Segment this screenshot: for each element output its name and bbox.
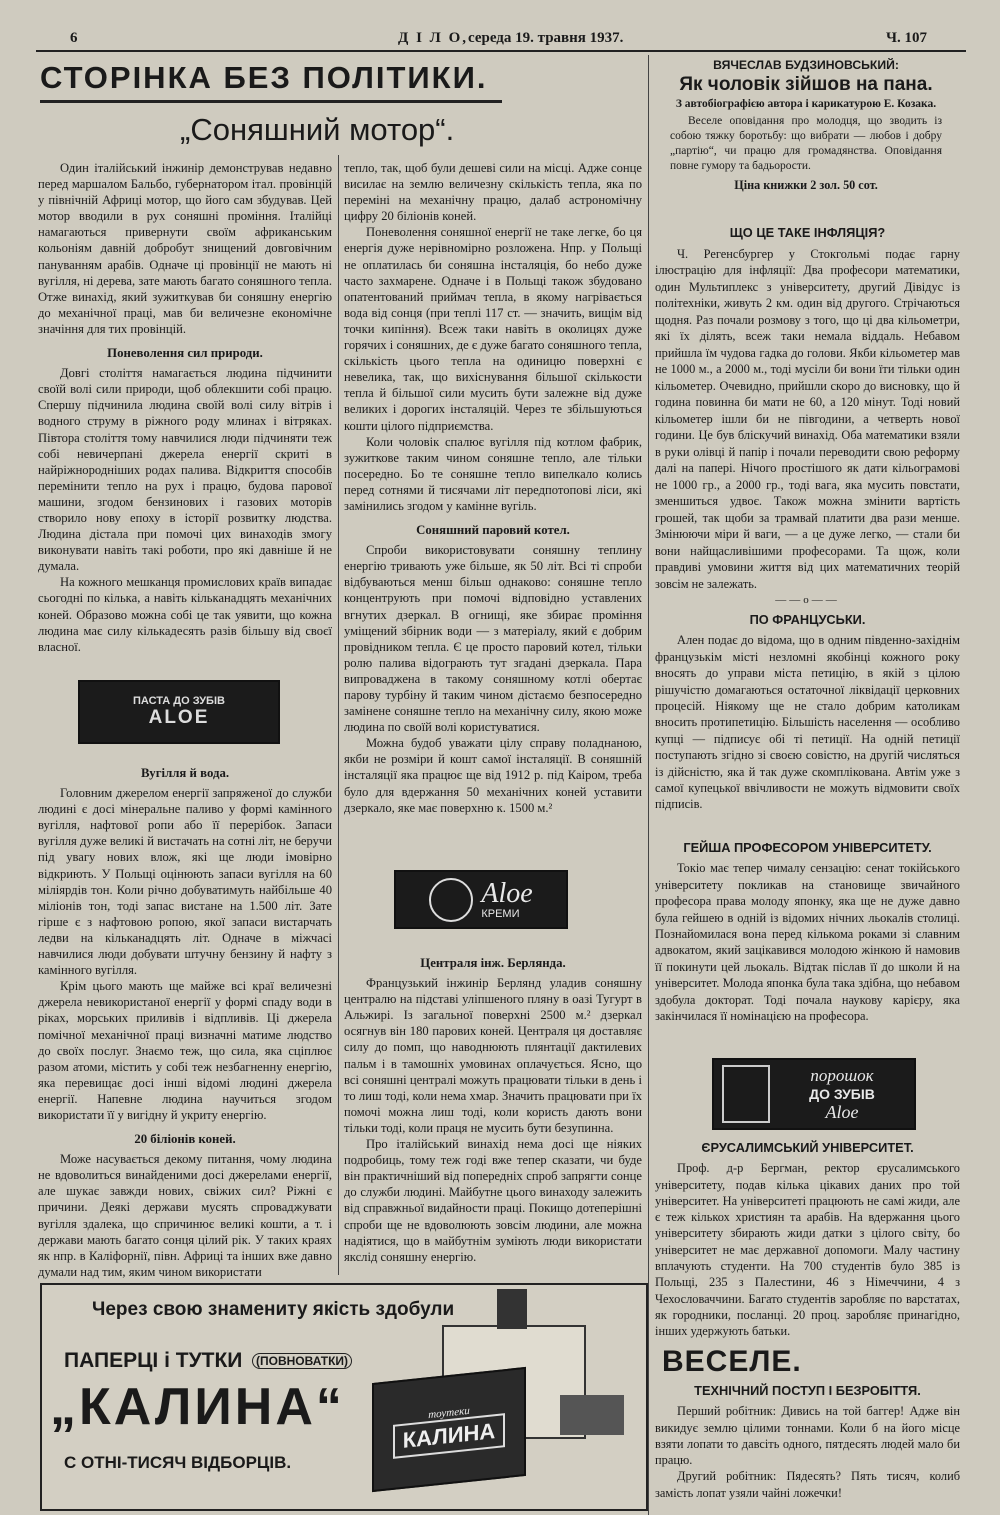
paragraph: Крім цього мають ще майже всі краї величезні джерела невикористаної енергії у формі спаду води в ріках, морських приливів і відпливів. Ці джерела помічної механічної праці визначні матиме людство до своїх послуг. Знаємо теж, що сила, яка сціплює разом атоми, містить у собі теж незбагненну енергію, яка перевищає досі інші відомі людині джерела енергії. Напевне людина научиться згодом використати її у вигідну й укриту енергію. [38, 979, 332, 1122]
subheading: 20 біліонів коней. [134, 1132, 236, 1147]
paragraph: На кожного мешканця промислових країв випадає сьогодні по кілька, а навіть кільканадцять механічних коней. Образово можна собі це так уявити, що кожна людина має силу кількадесять разів більшу від своєї власної. [38, 575, 332, 654]
issue-date: середа 19. травня 1937. [468, 30, 624, 46]
aloe-logo-icon [429, 878, 473, 922]
ad-aloe-powder [712, 1058, 916, 1130]
ad-line: ПАПЕРЦІ і ТУТКИ [64, 1349, 243, 1372]
issue-number: Ч. 107 [886, 30, 928, 46]
jerusalem-article [655, 1140, 960, 1339]
column-divider [648, 55, 649, 1515]
powder-box-icon [722, 1065, 770, 1123]
paragraph: тепло, так, щоб були дешеві сили на місці. Адже сонце висилає на землю величезну скількість тепла, яка по переміні на механічну працю, далаб астрономічну цифру 20 біліонів коней. [344, 161, 642, 224]
ad-kalyna [40, 1283, 648, 1511]
ad-brand: Aloe [825, 1101, 859, 1122]
paragraph: Про італійський винахід нема досі ще ніяких подробиць, тому теж годі вже тепер сказати, чи буде він практичніший від попередніх спроб запрягти сонце до служби людині. Майбутне цього винаходу залежить від справжньої видайности праці. Покищо дотеперішні спроби ще не вдоволюють зовсім людини, але можна надіятися, що в майбутнім зуміють люди використати якслід соняшну енергію. [344, 1137, 642, 1264]
book-author: ВЯЧЕСЛАВ БУДЗИНОВСЬКИЙ: [713, 58, 899, 72]
geisha-title: ГЕЙША ПРОФЕСОРОМ УНІВЕРСИТЕТУ. [683, 840, 932, 855]
column-2-bottom [344, 955, 642, 1280]
box-label: КАЛИНА [393, 1413, 506, 1459]
article-title: „Соняшний мотор“. [180, 112, 455, 147]
humor-title: ТЕХНІЧНИЙ ПОСТУП І БЕЗРОБІТТЯ. [694, 1383, 921, 1398]
column-divider [338, 155, 339, 1275]
section-title: СТОРІНКА БЕЗ ПОЛІТИКИ. [40, 60, 488, 95]
french-article [655, 612, 960, 837]
ad-line: ДО ЗУБІВ [809, 1085, 875, 1102]
article-lead: Один італійський інжинір демонстрував недавно перед маршалом Бальбо, губернатором італ. провінцій у північній Африці мотор, що його сам збудував. Цей мотор вводили в рух соняшні проміння. Італійці намагаються привернути своїм африканським кольоніям давній добробут знищений довговічним пануванням арабів. Одначе ці провінції не мають ні вугілля, ні дерева, зате мають багато соняшного тепла. Отже винахід, який зужиткував би соняшну енергію до механічної праці, мав би величезне економічне значіння для тих провінцій. [38, 161, 332, 336]
book-subtitle: З автобіографією автора і карикатурою Е. Козака. [675, 98, 937, 110]
paragraph: Поневолення соняшної енергії не таке легке, бо ця енергія дуже нерівномірно розложена. Нпр. у Польщі не оплатилась би соняшна інсталяція, бо небо дуже часто захмарене. Одначе і в Польщі також збудовано опатентований приймач тепла, в якому нагрівається вода від сонця (при теплі 117 ст. — значить, вищім від точки кипіння). Всеж таки навіть в околицях дуже горячих і соняшних, де є дуже багато соняшного тепла, скількість цього тепла на одиницю поверхні є невелика, так, що вихіснування більшої скількости тепла й більшої сили мусить бути залежне від дуже великих і дорогих інсталяцій. Через те збільшуються кошти цілого підприємства. [344, 225, 642, 433]
column-2-top [344, 160, 642, 840]
section-title-underline [40, 100, 502, 103]
factory-tower-icon [497, 1289, 527, 1329]
ad-sub: КРЕМИ [481, 907, 520, 920]
paragraph: Проф. д-р Бергман, ректор єрусалимського університету, подав кілька цікавих даних про той університет. На університеті працюють не самі жиди, але є теж кількох християн та арабів. На вдержання цього університету збирають жиди датки з цілого світу, бо університет не має державної допомоги. Малу частину вплачують студенти. На 700 студентів було 385 із Польщі, 235 з Палестини, 46 з Німеччини, 4 з Чехословаччини. Багато студентів заробляє по варстатах, як городники, посланці. 20 проц. заробляє принагідно, інших удержують батьки. [655, 1161, 960, 1339]
subheading: Вугілля й вода. [140, 766, 230, 780]
paragraph: Перший робітник: Дивись на той баггер! Адже він викидує землю цілими тоннами. Коли б на його місце взяти лопати то давсіть одного, пятдесять людей мало би працю. [655, 1404, 960, 1468]
column-1-top [38, 160, 332, 695]
jerusalem-title: ЄРУСАЛИМСЬКИЙ УНІВЕРСИТЕТ. [701, 1140, 914, 1155]
page-number: 6 [70, 30, 78, 46]
paragraph: Коли чоловік спалює вугілля під котлом фабрик, зужиткове таким чином соняшне тепло, але тільки посередно. Бо те соняшне тепло випелкало колись перед сотнями й тисячами літ передпотопові ліси, які замінились згодом у камінне вугіль. [344, 434, 642, 513]
geisha-article [655, 840, 960, 1045]
paragraph: Ч. Регенсбургер у Стокгольмі подає гарну ілюстрацію для інфляції: Два професори математики, один Мультиплекс з університету, другий Дівідус із політехніки, живуть 2 км. один від другого. Стрічаються щодня. Раз почали розмову з того, що ці два кільометри, які їх ділять, всеж таки немала віддаль. Небавом прийшла їм чудова гадка до голови. Якби кільометер мав не 1000 м., а 2000 м., тоді мусіли би вони їти тільки один кільометер. Очевидно, прийшли скоро до висновку, що й година повинна би мати не 60, а 120 мінут. Тоді новий кільометер ішли би не півгодини, а четверть нової години. Це був бліскучий винахід. Оба математики взяли в руки олівці й папір і почали переводити свою реформу далі на папері. Нічого простішого як дати кільограмові не 1000 гр., а 2000 гр., тоді вага, яка мусить повстати, зменшиться удвоє. Також можна змінити вартість грошей, так щоби за трамвай платити два рази менше. Змінюючи міри й ваги, — а це дуже легко, — стали би вони найщасливішими професорами. Та щож, коли правдиві умовини життя від цих математичних теорій зовсім не залежать. [655, 246, 960, 591]
paragraph: Головним джерелом енергії запряженої до служби людині є досі мінеральне паливо у формі камінного вугілля, нафтової ропи або її перерібок. Запаси вугілля дуже великі й вистачать на сотні літ, не беручи під увагу нових влож, які ще люди імовірно відкриють. У Польщі оцінюють запаси вугілля на 60 міліярдів тон. Коли річно добуватимуть найбільше 40 міліонів тон, тоді запас вистане на 1.500 літ. Зате гірше є з нафтовою ропою, якої запаси вистарчать ледви на кільканадцять літ. Одначе в міжчасі навчилися люди добувати штучну бензину й нафту з камінного вугілля. [38, 786, 332, 978]
ad-brand: Aloe [481, 877, 533, 909]
paragraph: Другий робітник: Пядесять? Пять тисяч, колиб замість лопат узяли чайні ложечки! [655, 1469, 960, 1500]
column-1-bottom [38, 765, 332, 1285]
ad-badge: (ПОВНОВАТКИ) [252, 1353, 352, 1369]
paragraph: Можна будоб уважати цілу справу поладнаною, якби не розміри й кошт самої інсталяції. В соняшній інсталяції яка працює ще від 1912 р. під Каіром, треба було для вдержання 50 механічних коней уставити дзеркало, яке має поверхню к. 1500 м.² [344, 736, 642, 815]
ad-line: порошок [810, 1065, 874, 1085]
paragraph: Довгі століття намагається людина підчинити своїй волі сили природи, щоб облекшити собі працю. Спершу підчинила людина своїй волі силу вітрів і водного струму в ріжного роду млинах і вітряках. Півтора століття тому навчилися люди підчиняти теж собі невичерпані джерела енергії скриті в найріжнородніших родах палива. Відкриття способів перемінити тепло на рух і працю, будова парової машини, згодом бензинових і газових моторів створило нову епоху в історії розвитку людства. Людина дістала при помочі цих винаходів змогу виконувати навіть такі роботи, про які давніше й не думала. [38, 366, 332, 574]
ad-aloe-toothpaste [78, 680, 280, 744]
paragraph: Французький інжинір Берлянд уладив соняшну централю на підставі уліпшеного пляну в оазі Тугурт в Альжирі. Із загальної поверхні 2500 м.² дзеркал осягнув він 180 парових коней. Централя ця доставляє силу до помп, що наводнюють плянтації дактилевих пальм і в тамошніх умовинах оплачується. Ясно, що всі соняшні централі можуть працювати тільки в день і то лиш тоді, коли нема хмар. Значить працювати при їх помочі можна лиш тоді, коли користь дають вони тільки тоді, коли праця не мусить бути безупинна. [344, 976, 642, 1135]
humor-article [655, 1383, 960, 1508]
paragraph: Токіо має тепер чималу сензацію: сенат токійського університету покликав на становище звичайного професора права молоду японку, яка ще не дуже давно була гейшею в одній із відомих нічних льокалів столиці. Познайомилася вона перед кількома роками зі славним адвокатом, який зацікавився молодою жінкою й намовив її покинути цей льокаль. Відтак післав її до школи й на університет. Молода японка була така здібна, що небавом здобула докторат. Тоді почала наукову карієру, яка закінчилася її номінацією на професора. [655, 861, 960, 1024]
ad-brand: ALOE [148, 707, 210, 728]
ad-text: ПАСТА ДО ЗУБІВ [133, 695, 225, 707]
ad-aloe-creams [394, 870, 568, 929]
inflation-article [655, 225, 960, 605]
divider: ——o—— [775, 594, 840, 606]
paragraph: Ален подає до відома, що в одним південно-західнім французькім місті незломні якобінці кожного року вносять до управи міста петицію, в якій з цілою рішучістю домагаються остаточної ліквідації церковних процесій. Ніякому ще не стало добрим католикам вносить протипетицію. Більшість населення — особливо купці — підписує обі ті петиції. На одній петиції поступають згідно зі своєю совістю, на другій числяться із дійсністю, яка й так дуже скомплікована. Автім уже з самої купецької ввічливости не можуть відмовити своїх підписів. [655, 633, 960, 812]
kalyna-box-icon [372, 1367, 526, 1492]
book-description: Веселе оповідання про молодця, що зводить із собою тяжку боротьбу: що вибрати — любов і добру „партію“, чи працю для громадянства. Оповідання повне гумору та бадьорости. [670, 115, 942, 172]
subheading: Соняшний паровий котел. [416, 523, 570, 538]
inflation-title: ЩО ЦЕ ТАКЕ ІНФЛЯЦІЯ? [729, 225, 886, 240]
humor-heading: ВЕСЕЛЕ. [662, 1345, 802, 1378]
paragraph: Може насувається декому питання, чому людина не вдоволиться винайденими досі джерелами енергії, але шукає завжди нових, свіжих сил? Ріжні є причини. Деякі держави мусять спроваджувати вугілля здалека, що спричинює великі кошти, а т. і держави мають багато сонця цілий рік. У таких краях як нпр. в Каліфорнії, півн. Африці та інших вже давно думали над тим, яким чином використати [38, 1152, 332, 1279]
header-rule [36, 50, 966, 52]
ad-line: Через свою знамениту якість здобули [92, 1299, 455, 1320]
book-title: Як чоловік зійшов на пана. [679, 74, 933, 95]
ad-brand: „КАЛИНА“ [50, 1378, 345, 1436]
box-top-label: тоутеки [428, 1404, 470, 1421]
subheading: Централя інж. Берлянда. [420, 956, 566, 970]
book-ad [656, 58, 956, 198]
book-price: Ціна книжки 2 зол. 50 сот. [734, 178, 878, 192]
french-title: ПО ФРАНЦУСЬКИ. [749, 612, 866, 627]
paragraph: Спроби використовувати соняшну теплину енергію тривають уже більше, як 50 літ. Всі ті спроби відбуваються менш більш однаково: соняшне тепло концентрують при помочі відповідно уставлених вгнутих дзеркал. В огнищі, яке збирає проміння уміщений збірник води — з матеріалу, який є добрим провідником тепла. Є це просто паровий котел, тільки ролю палива відограють тут згадані дзеркала. Пара випроваджена в такому соняшному котлі обертає парову турбіну й таким чином дістаємо безпосередно замінене соняшне тепло на механічну силу, якою може людина по своїй волі користуватися. [344, 543, 642, 735]
ad-line: С ОТНІ-ТИСЯЧ ВІДБОРЦІВ. [64, 1453, 292, 1472]
truck-icon [560, 1395, 624, 1435]
subheading: Поневолення сил природи. [107, 346, 263, 361]
masthead: Д І Л О, [398, 30, 469, 46]
